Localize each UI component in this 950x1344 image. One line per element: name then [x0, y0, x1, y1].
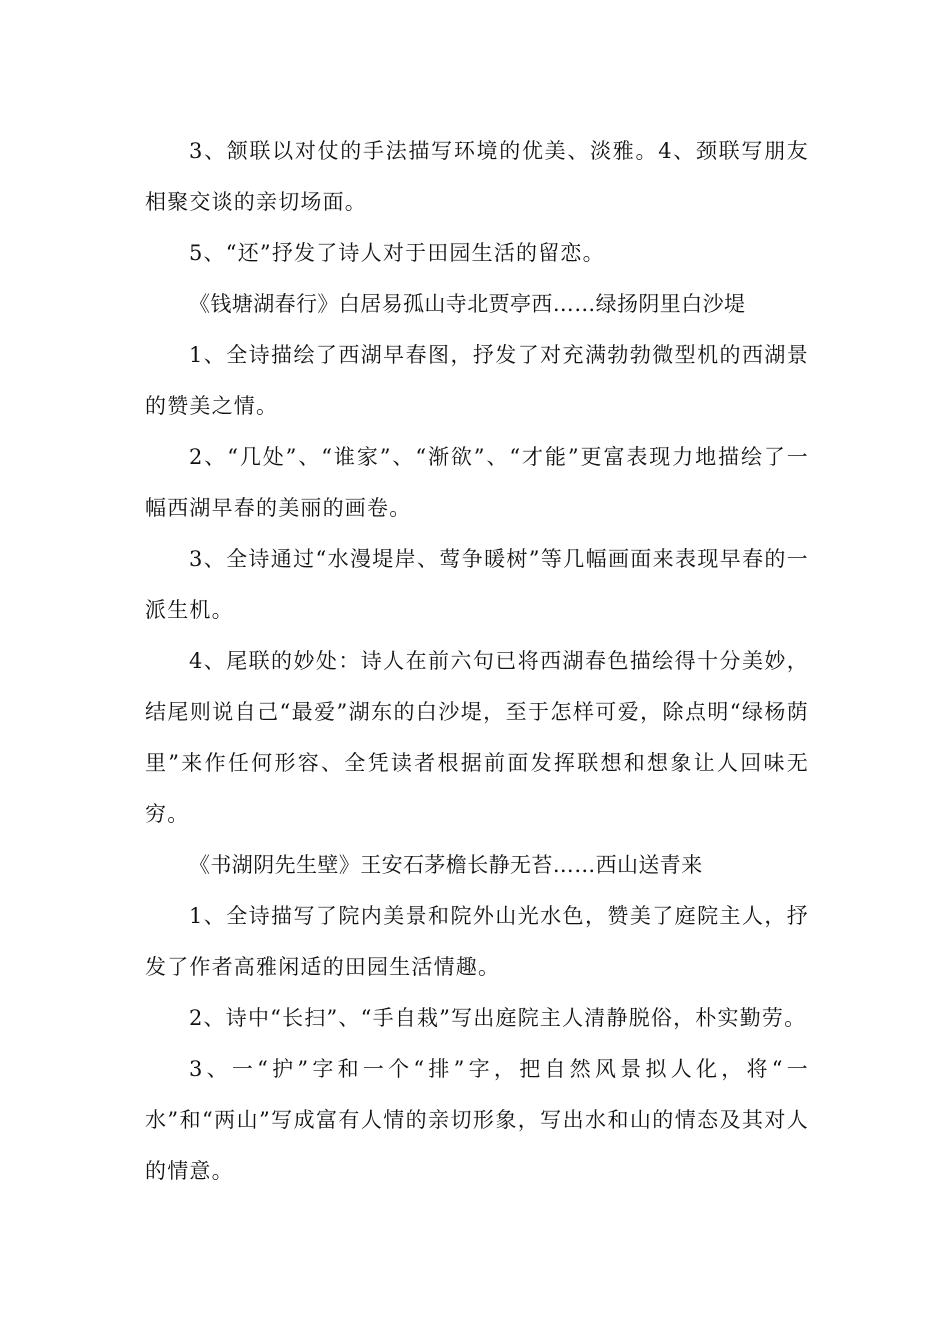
paragraph-couplet-notes: 3、颔联以对仗的手法描写环境的优美、淡雅。4、颈联写朋友相聚交谈的亲切场面。 — [145, 139, 809, 214]
paragraph-huyin-1: 1、全诗描写了院内美景和院外山光水色，赞美了庭院主人，抒发了作者高雅闲适的田园生活情趣。 — [145, 904, 809, 979]
paragraph-huyin-3: 3、一“护”字和一个“排”字，把自然风景拟人化，将“一水”和“两山”写成富有人情的亲切形象，写出水和山的情态及其对人的情意。 — [145, 1057, 809, 1183]
paragraph-qiantang-1: 1、全诗描绘了西湖早春图，抒发了对充满勃勃微型机的西湖景的赞美之情。 — [145, 343, 809, 418]
poem-heading-huyin: 《书湖阴先生壁》王安石茅檐长静无苔……西山送青来 — [189, 853, 703, 877]
poem-heading-qiantang: 《钱塘湖春行》白居易孤山寺北贾亭西……绿扬阴里白沙堤 — [189, 292, 746, 316]
paragraph-qiantang-3: 3、全诗通过“水漫堤岸、莺争暖树”等几幅画面来表现早春的一派生机。 — [145, 547, 809, 622]
paragraph-huyin-2: 2、诗中“长扫”、“手自栽”写出庭院主人清静脱俗，朴实勤劳。 — [189, 1006, 807, 1030]
document-body — [145, 126, 809, 1197]
paragraph-qiantang-4: 4、尾联的妙处：诗人在前六句已将西湖春色描绘得十分美妙，结尾则说自己“最爱”湖东的白沙堤，至于怎样可爱，除点明“绿杨荫里”来作任何形容、全凭读者根据前面发挥联想和想象让人回味无穷。 — [145, 649, 809, 826]
paragraph-qiantang-2: 2、“几处”、“谁家”、“渐欲”、“才能”更富表现力地描绘了一幅西湖早春的美丽的画卷。 — [145, 445, 809, 520]
paragraph-huan-note: 5、“还”抒发了诗人对于田园生活的留恋。 — [189, 241, 605, 265]
